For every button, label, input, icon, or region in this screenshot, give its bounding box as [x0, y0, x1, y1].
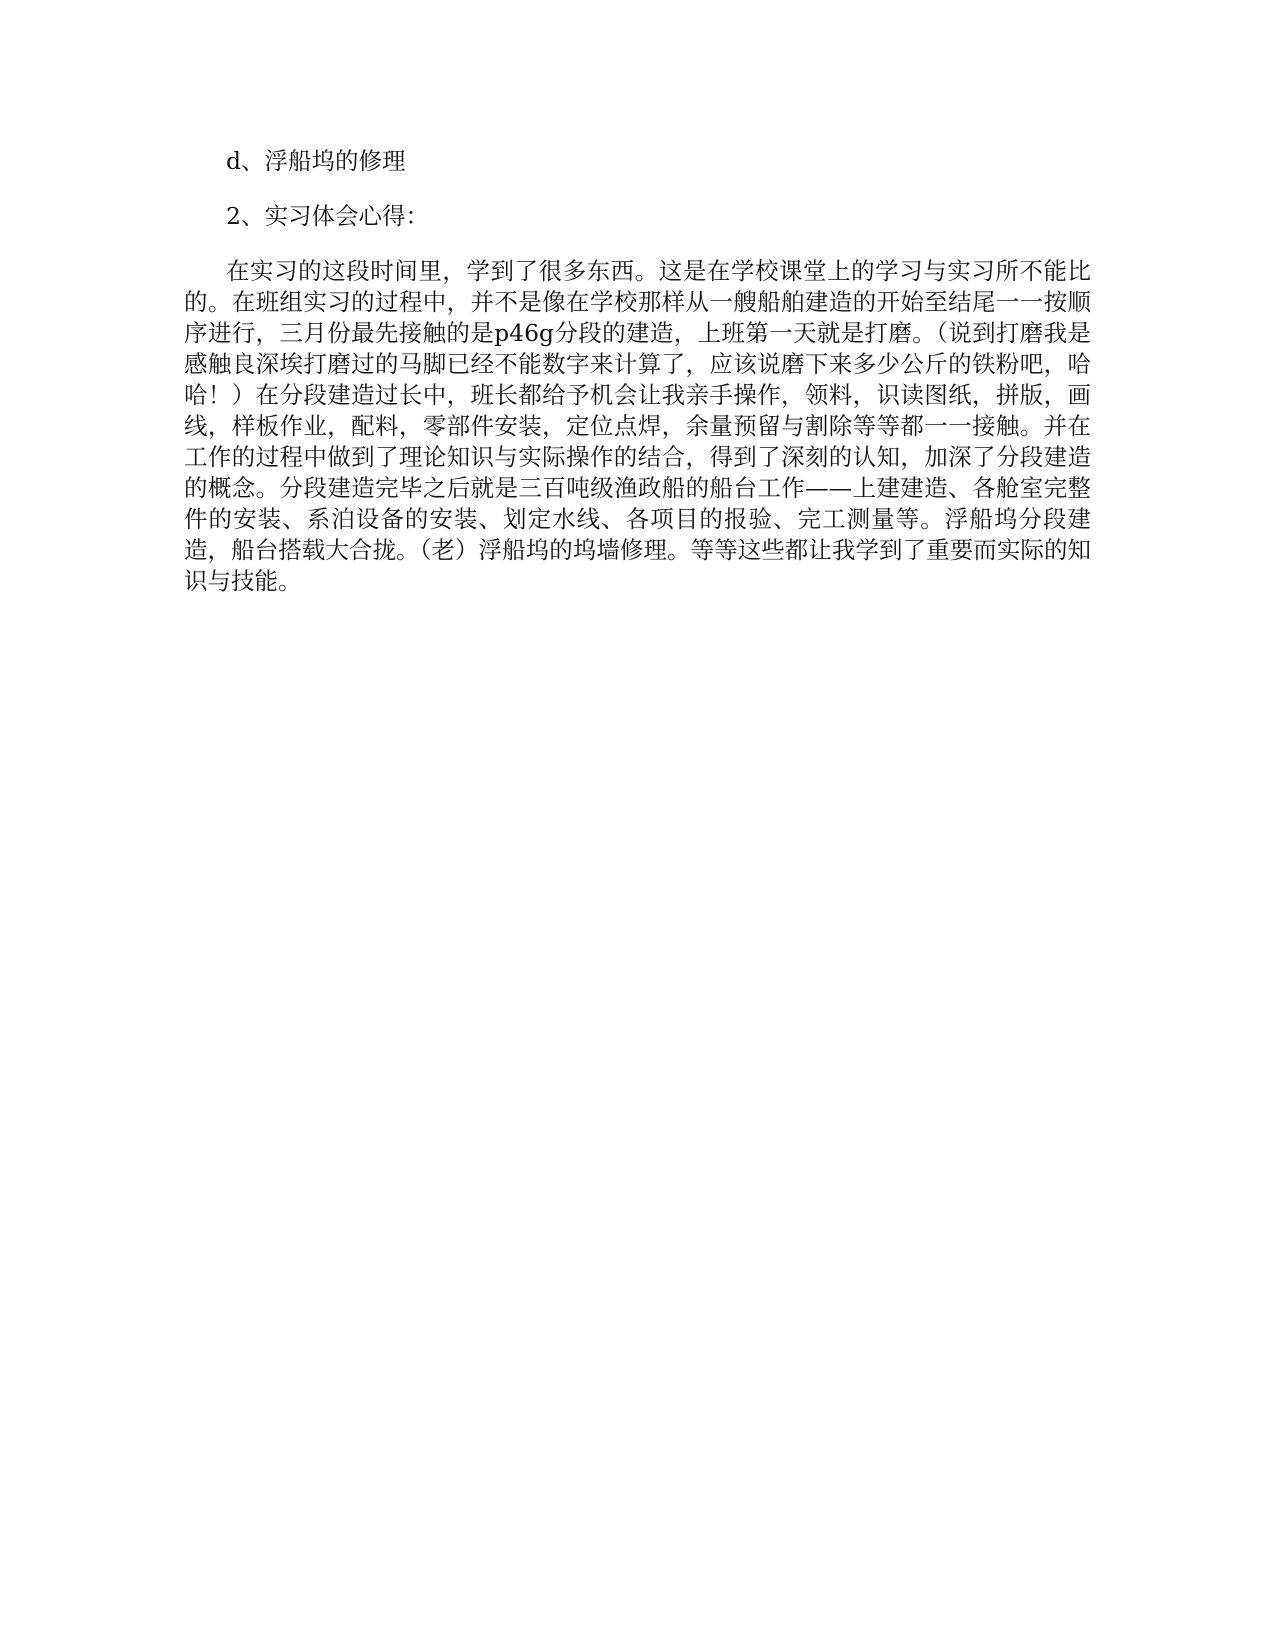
list-item-d: d、浮船坞的修理: [226, 147, 406, 175]
section-heading: 2、实习体会心得：: [226, 202, 429, 230]
document-body: [184, 146, 1091, 597]
body-paragraph: 在实习的这段时间里，学到了很多东西。这是在学校课堂上的学习与实习所不能比的。在班组实习的过程中，并不是像在学校那样从一艘船舶建造的开始至结尾一一按顺序进行，三月份最先接触的是p46g分段的建造，上班第一天就是打磨。（说到打磨我是感触良深埃打磨过的马脚已经不能数字来计算了，应该说磨下来多少公斤的铁粉吧，哈哈！）在分段建造过长中，班长都给予机会让我亲手操作，领料，识读图纸，拼版，画线，样板作业，配料，零部件安装，定位点焊，余量预留与割除等等都一一接触。并在工作的过程中做到了理论知识与实际操作的结合，得到了深刻的认知，加深了分段建造的概念。分段建造完毕之后就是三百吨级渔政船的船台工作——上建建造、各舱室完整件的安装、系泊设备的安装、划定水线、各项目的报验、完工测量等。浮船坞分段建造，船台搭载大合拢。（老）浮船坞的坞墙修理。等等这些都让我学到了重要而实际的知识与技能。: [184, 257, 1091, 595]
